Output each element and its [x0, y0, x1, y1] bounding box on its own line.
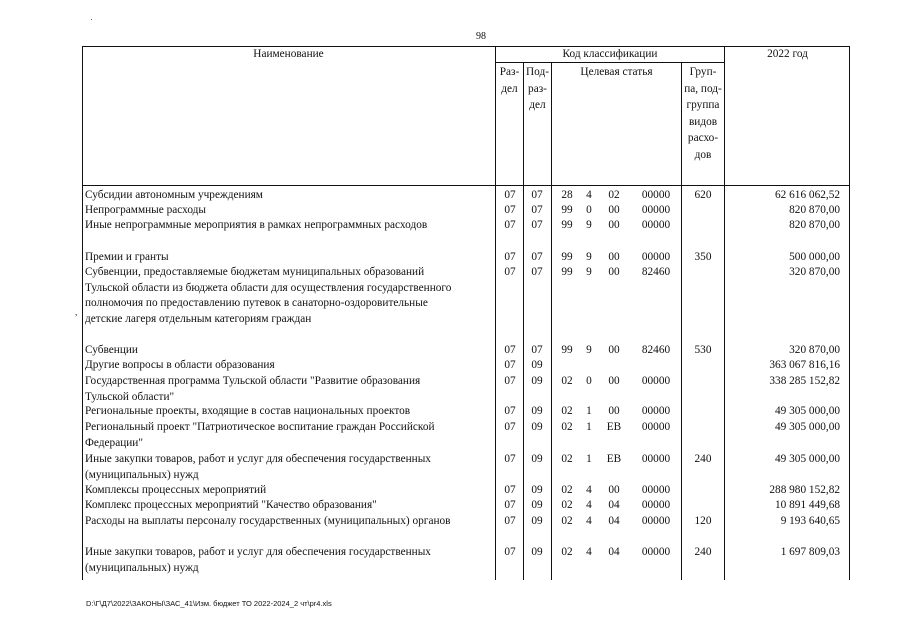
column-divider [849, 186, 850, 580]
header-group: Груп- па, под- группа видов расхо- дов [684, 66, 722, 161]
scan-mark: , [75, 307, 78, 317]
column-divider [82, 186, 83, 580]
header-code: Код классификации [562, 48, 658, 60]
header-divider [551, 62, 552, 186]
column-divider [495, 186, 496, 580]
page-number: 98 [476, 31, 486, 42]
header-name: Наименование [253, 48, 324, 60]
column-divider [523, 186, 524, 580]
header-target: Целевая статья [580, 66, 653, 78]
header-razdel: Раз- дел [499, 66, 520, 95]
column-divider [681, 186, 682, 580]
table-header [82, 46, 850, 186]
header-podrazdel: Под- раз- дел [526, 66, 549, 111]
header-frame [82, 46, 850, 186]
scan-dot [91, 19, 92, 20]
column-divider [551, 186, 552, 580]
header-divider [724, 46, 725, 186]
header-year: 2022 год [767, 48, 808, 60]
file-path-footer: D:\Г\Д7\2022\ЗАКОНЫ\ЗАС_41\Изм. бюджет ТО 2022-2024_2 чт\pr4.xls [86, 599, 332, 608]
